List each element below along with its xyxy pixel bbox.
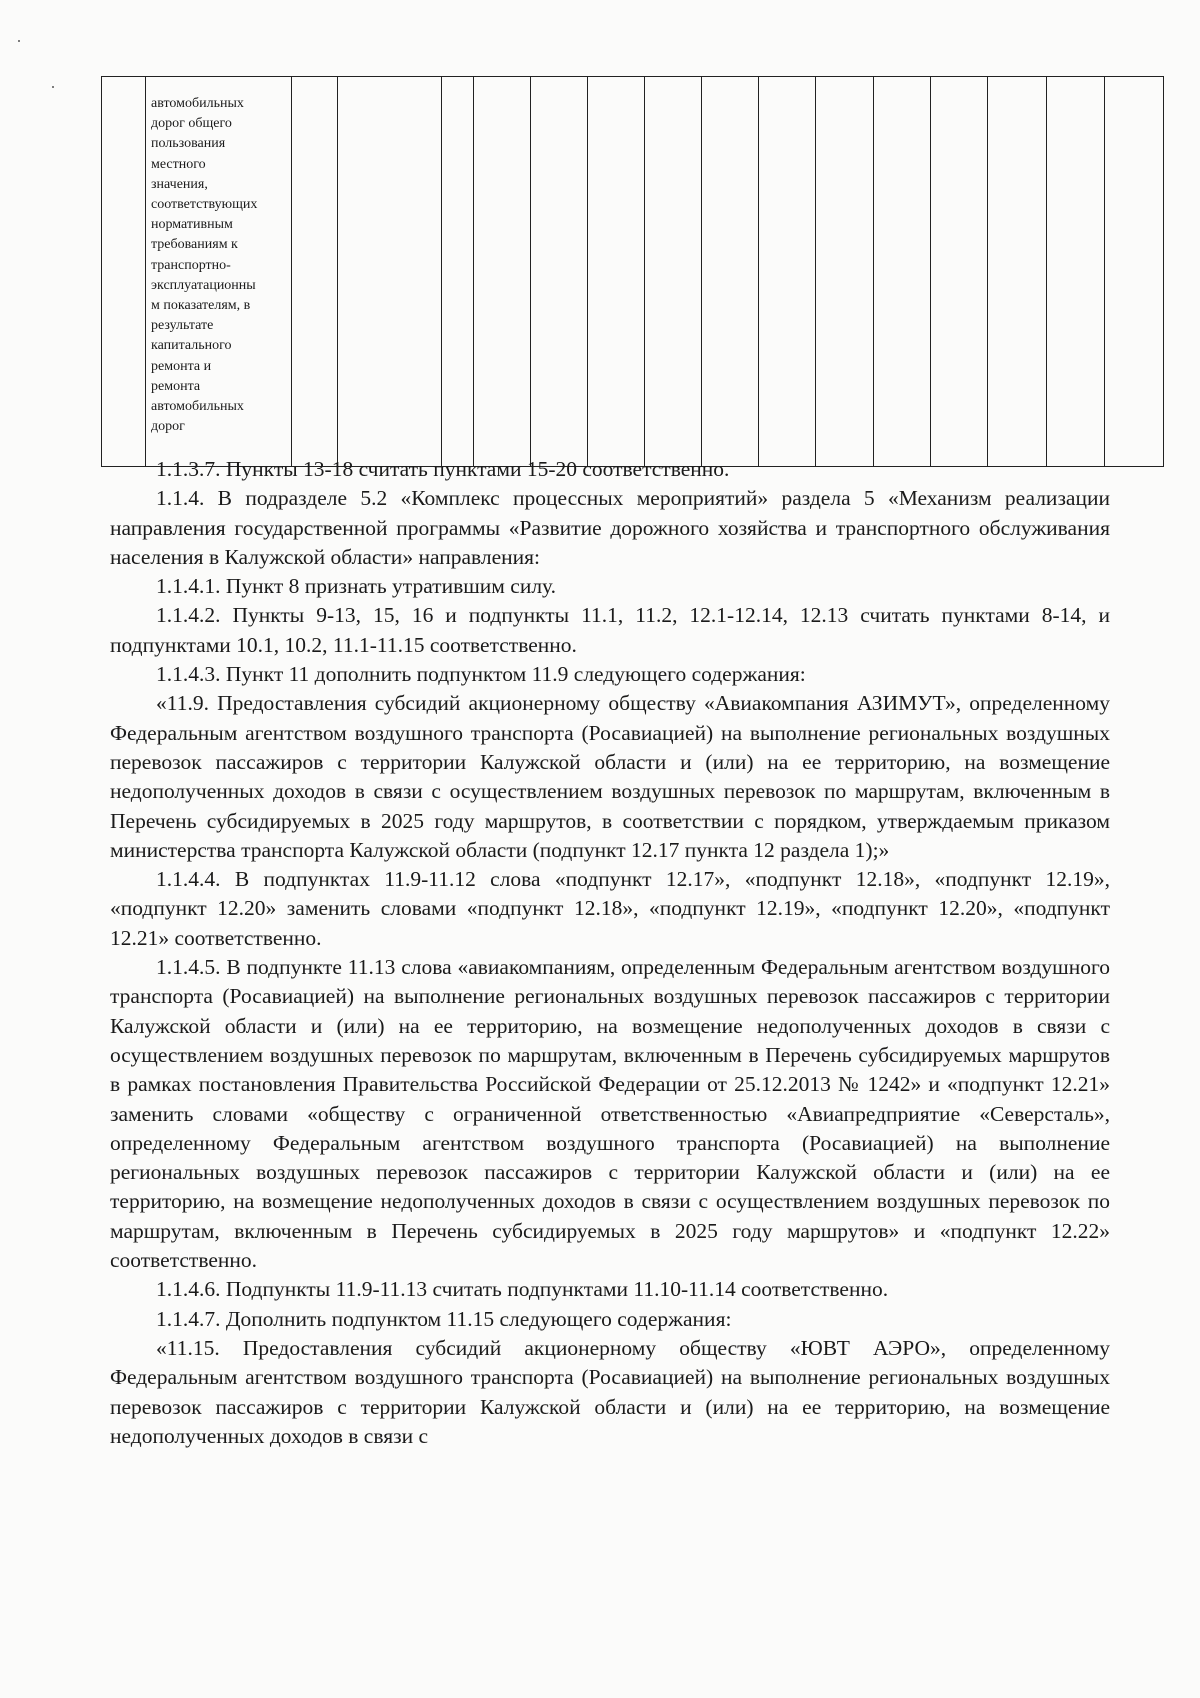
paragraph-1-1-4-7: 1.1.4.7. Дополнить подпунктом 11.15 следующего содержания: [156, 1306, 732, 1331]
paragraph-1-1-3-7: 1.1.3.7. Пункты 13-18 считать пунктами 15-20 соответственно. [156, 457, 730, 481]
cell-line: пользования [151, 136, 226, 152]
document-body [110, 455, 1110, 1451]
table-cell [474, 77, 531, 467]
cell-line: дорог общего [151, 116, 232, 132]
scan-speck [52, 86, 54, 88]
cell-line: м показателям, в [151, 298, 251, 314]
table-cell [988, 77, 1047, 467]
table-cell [292, 77, 338, 467]
cell-line: эксплуатационны [151, 277, 256, 293]
table-cell-number [102, 77, 146, 467]
table-cell [816, 77, 874, 467]
table-cell [338, 77, 442, 467]
paragraph-1-1-4-1: 1.1.4.1. Пункт 8 признать утратившим силу. [156, 574, 557, 599]
paragraph-1-1-4-5: 1.1.4.5. В подпункте 11.13 слова «авиакомпаниям, определенным Федеральным агентством воздушного транспорта (Росавиацией) на выполнение региональных воздушных перевозок пассажиров с территории Калужской области и (или) на ее территорию, на возмещение недополученных доходов в связи с осуществлением воздушных перевозок по маршрутам, включенным в Перечень субсидируемых маршрутов в рамках постановления Правительства Российской Федерации от 25.12.2013 № 1242» и «подпункт 12.21» заменить словами «обществу с ограниченной ответственностью «Авиапредприятие «Северсталь», определенному Федеральным агентством воздушного транспорта (Росавиацией) на выполнение региональных воздушных перевозок пассажиров с территории Калужской области и (или) на ее территорию, на возмещение недополученных доходов в связи с осуществлением воздушных перевозок по маршрутам, включенным в Перечень субсидируемых в 2025 году маршрутов» и «подпункт 12.22» соответственно. [110, 955, 1110, 1273]
cell-line: соответствующих [151, 197, 258, 213]
table-cell [645, 77, 702, 467]
cell-line: ремонта [151, 378, 201, 394]
paragraph-1-1-4-6: 1.1.4.6. Подпункты 11.9-11.13 считать подпунктами 11.10-11.14 соответственно. [156, 1277, 889, 1302]
paragraph-quote-11-9: «11.9. Предоставления субсидий акционерному обществу «Авиакомпания АЗИМУТ», определенному Федеральным агентством воздушного транспорта (Росавиацией) на выполнение региональных воздушных перевозок пассажиров с территории Калужской области и (или) на ее территорию, на возмещение недополученных доходов в связи с осуществлением воздушных перевозок по маршрутам, включенным в Перечень субсидируемых в 2025 году маршрутов, в соответствии с порядком, утверждаемым приказом министерства транспорта Калужской области (подпункт 12.17 пункта 12 раздела 1);» [110, 691, 1110, 862]
table-cell-indicator-name [146, 77, 292, 467]
paragraph-1-1-4-2: 1.1.4.2. Пункты 9-13, 15, 16 и подпункты 11.1, 11.2, 12.1-12.14, 12.13 считать пунктами 8-14, и подпунктами 10.1, 10.2, 11.1-11.15 соответственно. [110, 603, 1110, 657]
table-cell [588, 77, 645, 467]
cell-line: автомобильных [151, 96, 244, 111]
paragraph-quote-11-15: «11.15. Предоставления субсидий акционерному обществу «ЮВТ АЭРО», определенному Федеральным агентством воздушного транспорта (Росавиацией) на выполнение региональных воздушных перевозок пассажиров с территории Калужской области и (или) на ее территорию, на возмещение недополученных доходов в связи с [110, 1335, 1110, 1448]
table-cell [874, 77, 931, 467]
table-cell [1105, 77, 1164, 467]
table-cell [442, 77, 474, 467]
scan-speck [18, 40, 20, 42]
cell-line: результате [151, 318, 214, 334]
cell-line: значения, [151, 176, 208, 192]
table-row [102, 77, 1164, 467]
indicator-table-fragment [101, 76, 1164, 467]
cell-line: капитального [151, 338, 232, 354]
cell-line: нормативным [151, 217, 233, 233]
paragraph-1-1-4-4: 1.1.4.4. В подпунктах 11.9-11.12 слова «подпункт 12.17», «подпункт 12.18», «подпункт 12.19», «подпункт 12.20» заменить словами «подпункт 12.18», «подпункт 12.19», «подпункт 12.20», «подпункт 12.21» соответственно. [110, 867, 1110, 950]
cell-line: ремонта и [151, 358, 212, 374]
table-cell [702, 77, 759, 467]
paragraph-1-1-4: 1.1.4. В подразделе 5.2 «Комплекс процессных мероприятий» раздела 5 «Механизм реализации направления государственной программы «Развитие дорожного хозяйства и транспортного обслуживания населения в Калужской области» направления: [110, 486, 1110, 569]
table-cell [531, 77, 588, 467]
cell-line: транспортно- [151, 257, 231, 273]
cell-line: автомобильных [151, 399, 244, 415]
paragraph-1-1-4-3: 1.1.4.3. Пункт 11 дополнить подпунктом 11.9 следующего содержания: [156, 662, 806, 687]
cell-line: дорог [151, 419, 185, 435]
cell-line: требованиям к [151, 237, 238, 253]
table-cell [1047, 77, 1105, 467]
table-cell [931, 77, 988, 467]
table-cell [759, 77, 816, 467]
cell-line: местного [151, 156, 206, 172]
